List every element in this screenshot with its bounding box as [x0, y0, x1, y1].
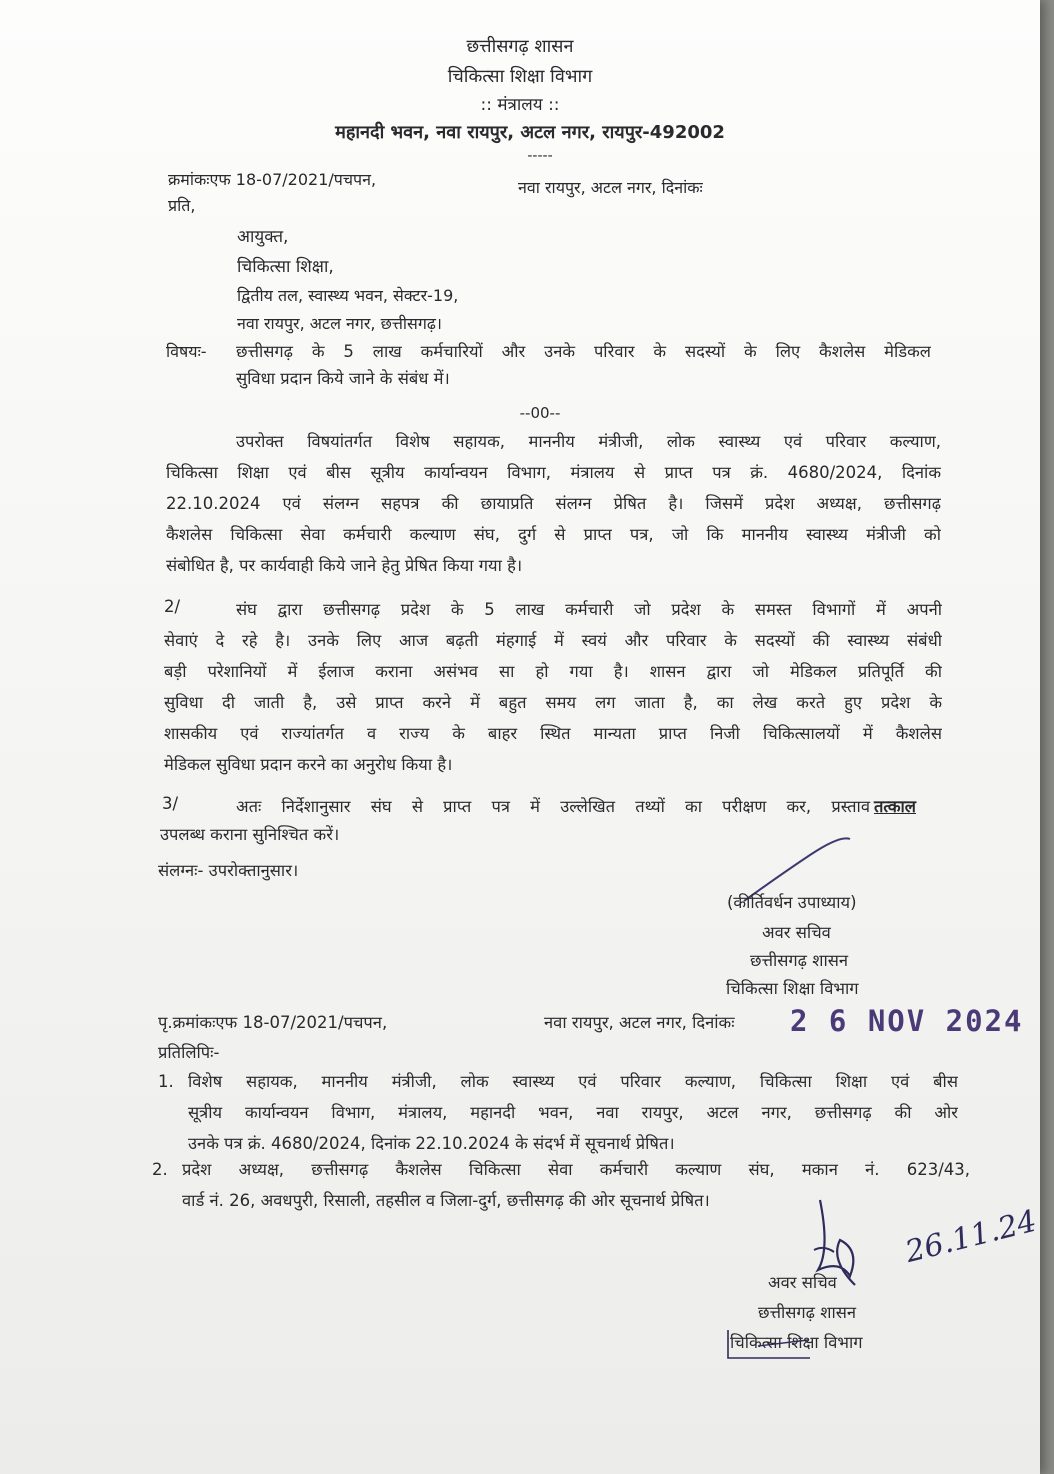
paragraph-2-line: संघ द्वारा छत्तीसगढ़ प्रदेश के 5 लाख कर्मचारी जो प्रदेश के समस्त विभागों में अपनी — [236, 600, 942, 619]
addressee-line: नवा रायपुर, अटल नगर, छत्तीसगढ़। — [237, 314, 442, 333]
paragraph-1-line: 22.10.2024 एवं संलग्न सहपत्र की छायाप्रति संलग्न प्रेषित है। जिसमें प्रदेश अध्यक्ष, छत्तीसगढ़ — [166, 494, 941, 513]
copy-item-line: प्रदेश अध्यक्ष, छत्तीसगढ़ कैशलेस चिकित्सा सेवा कर्मचारी कल्याण संघ, मकान नं. 623/43, — [182, 1160, 970, 1179]
copy-item-number: 2. — [152, 1160, 168, 1179]
addressee-line: आयुक्त, — [237, 227, 289, 247]
header-government: छत्तीसगढ़ शासन — [466, 36, 574, 57]
copy-item-line: वार्ड नं. 26, अवधपुरी, रिसाली, तहसील व जिला-दुर्ग, छत्तीसगढ़ की ओर सूचनार्थ प्रेषित। — [182, 1191, 710, 1210]
header-address: महानदी भवन, नवा रायपुर, अटल नगर, रायपुर-492002 — [335, 122, 725, 143]
paragraph-2-line: मेडिकल सुविधा प्रदान करने का अनुरोध किया है। — [164, 755, 453, 774]
paragraph-3-line-1: अतः निर्देशानुसार संघ से प्राप्त पत्र में उल्लेखित तथ्यों का परीक्षण कर, प्रस्ताव — [236, 797, 870, 816]
paragraph-1-line: चिकित्सा शिक्षा एवं बीस सूत्रीय कार्यान्वयन विभाग, मंत्रालय से प्राप्त पत्र क्रं. 4680/2024, दिनांक — [166, 463, 941, 482]
paragraph-3-line-2: उपलब्ध कराना सुनिश्चित करें। — [160, 825, 340, 844]
endorsement-signatory-department: चिकित्सा शिक्षा विभाग — [730, 1333, 863, 1352]
endorsement-reference: पृ.क्रमांकःएफ 18-07/2021/पचपन, — [158, 1013, 388, 1032]
letter-to: प्रति, — [168, 196, 196, 215]
subject-label: विषयः- — [166, 342, 207, 361]
paragraph-2 — [164, 594, 942, 780]
paragraph-2-line: शासकीय एवं राज्यांतर्गत व राज्य के बाहर स्थित मान्यता प्राप्त निजी चिकित्सालयों में कैशलेस — [164, 724, 942, 743]
subject-text — [236, 336, 931, 394]
copy-item-number: 1. — [158, 1072, 174, 1091]
paragraph-3-number: 3/ — [162, 794, 179, 813]
header-department: चिकित्सा शिक्षा विभाग — [447, 66, 593, 87]
paragraph-1-line: उपरोक्त विषयांतर्गत विशेष सहायक, माननीय मंत्रीजी, लोक स्वास्थ्य एवं परिवार कल्याण, — [236, 432, 941, 451]
separator: --00-- — [519, 404, 561, 422]
addressee-line: चिकित्सा शिक्षा, — [237, 257, 334, 277]
paragraph-1 — [166, 426, 941, 581]
enclosure: संलग्नः- उपरोक्तानुसार। — [158, 861, 299, 880]
paragraph-2-number: 2/ — [164, 597, 181, 616]
copy-item-line: विशेष सहायक, माननीय मंत्रीजी, लोक स्वास्थ्य एवं परिवार कल्याण, चिकित्सा शिक्षा एवं बीस — [188, 1072, 958, 1091]
paragraph-2-line: सुविधा दी जाती है, उसे प्राप्त करने में बहुत समय लग जाता है, का लेख करते हुए प्रदेश के — [164, 693, 942, 712]
signatory-name: (कीर्तिवर्धन उपाध्याय) — [727, 893, 857, 912]
letter-reference: क्रमांकःएफ 18-07/2021/पचपन, — [168, 170, 377, 189]
paragraph-1-line: कैशलेस चिकित्सा सेवा कर्मचारी कल्याण संघ, दुर्ग से प्राप्त पत्र, जो कि माननीय स्वास्थ्य मंत्रीजी को — [166, 525, 941, 544]
endorsement-signatory-government: छत्तीसगढ़ शासन — [758, 1303, 857, 1322]
header-ministry: :: मंत्रालय :: — [480, 95, 560, 115]
signatory-designation: अवर सचिव — [762, 923, 831, 942]
paragraph-2-line: बड़ी परेशानियों में ईलाज कराना असंभव सा हो गया है। शासन द्वारा जो मेडिकल प्रतिपूर्ति की — [164, 662, 942, 681]
subject-line: छत्तीसगढ़ के 5 लाख कर्मचारियों और उनके परिवार के सदस्यों के लिए कैशलेस मेडिकल — [236, 342, 931, 361]
paragraph-3-emphasis: तत्काल — [874, 797, 916, 816]
signatory-department: चिकित्सा शिक्षा विभाग — [726, 979, 859, 998]
header-divider: ----- — [527, 148, 553, 164]
signatory-government: छत्तीसगढ़ शासन — [750, 951, 849, 970]
paragraph-2-line: सेवाएं दे रहे है। उनके लिए आज बढ़ती मंहगाई में स्वयं और परिवार के सदस्यों की स्वास्थ्य संबंधी — [164, 631, 942, 650]
endorsement-signatory-designation: अवर सचिव — [768, 1273, 837, 1292]
copy-item-text — [182, 1154, 970, 1216]
subject-line: सुविधा प्रदान किये जाने के संबंध में। — [236, 369, 450, 388]
paragraph-1-line: संबोधित है, पर कार्यवाही किये जाने हेतु प्रेषित किया गया है। — [166, 556, 523, 575]
addressee-line: द्वितीय तल, स्वास्थ्य भवन, सेक्टर-19, — [237, 286, 459, 305]
letter-place-date: नवा रायपुर, अटल नगर, दिनांकः — [518, 178, 703, 197]
handwritten-date: 26.11.24 — [902, 1203, 1041, 1270]
copy-item-line: सूत्रीय कार्यान्वयन विभाग, मंत्रालय, महानदी भवन, नवा रायपुर, अटल नगर, छत्तीसगढ़ की ओर — [188, 1103, 958, 1122]
copy-item-text — [188, 1066, 958, 1159]
date-stamp: 2 6 NOV 2024 — [790, 1004, 1024, 1038]
copy-label: प्रतिलिपिः- — [158, 1043, 220, 1062]
copy-item-line: उनके पत्र क्रं. 4680/2024, दिनांक 22.10.2024 के संदर्भ में सूचनार्थ प्रेषित। — [188, 1134, 675, 1153]
endorsement-place-date: नवा रायपुर, अटल नगर, दिनांकः — [544, 1013, 735, 1032]
